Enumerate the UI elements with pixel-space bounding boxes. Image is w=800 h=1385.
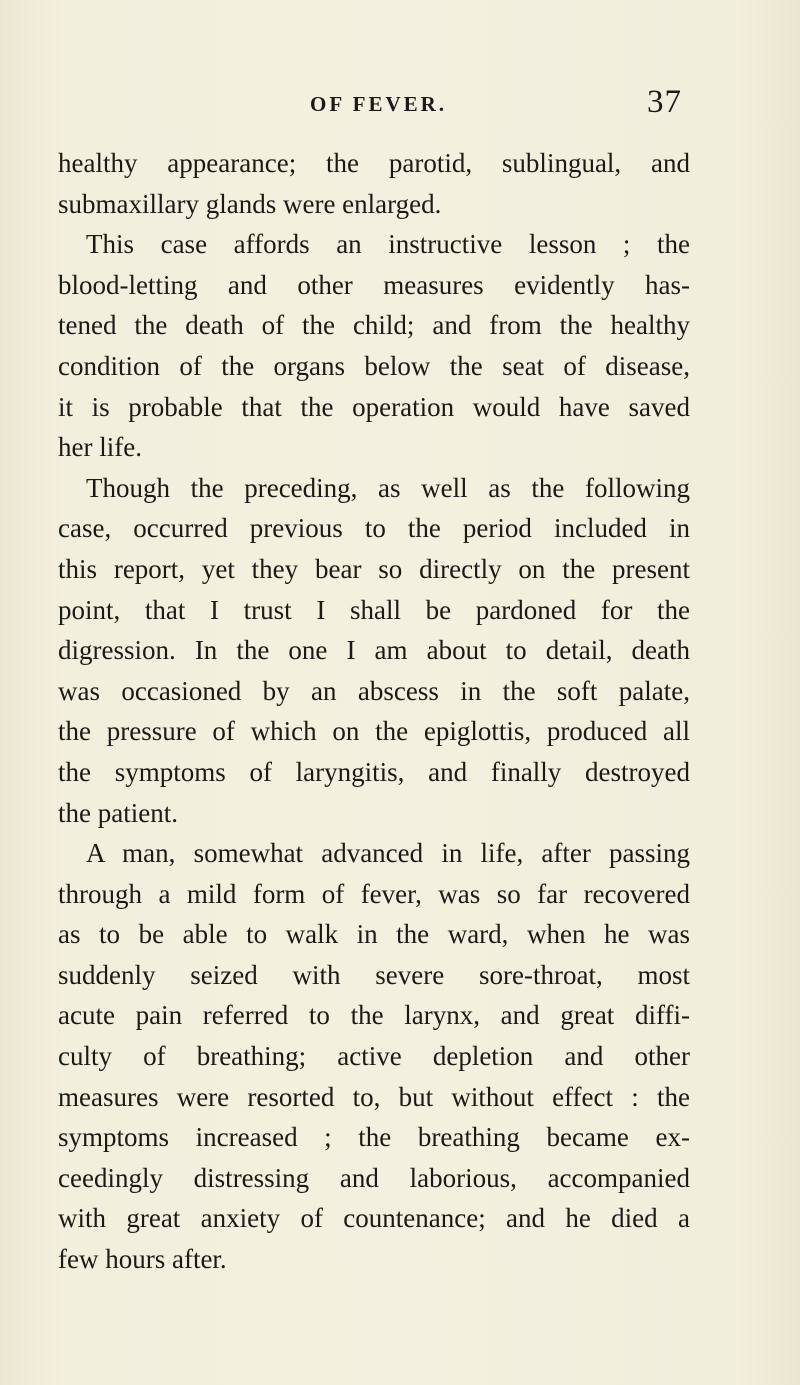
running-head: OF FEVER. [310,92,448,116]
text-line: suddenly seized with severe sore-throat, most [58,959,690,990]
text-line: few hours after. [58,1244,227,1275]
page-number: 37 [647,84,682,120]
text-line: the patient. [58,797,178,828]
text-line: her life. [58,432,142,463]
text-line: case, occurred previous to the period included in [58,513,690,544]
text-line: with great anxiety of countenance; and he died a [58,1203,690,1234]
text-line: this report, yet they bear so directly on the present [58,553,690,584]
text-line: through a mild form of fever, was so far recovered [58,878,690,909]
text-line: measures were resorted to, but without effect : the [58,1081,690,1112]
text-line: blood-letting and other measures evidently has- [58,269,690,300]
text-line: as to be able to walk in the ward, when he was [58,919,690,950]
text-line: culty of breathing; active depletion and other [58,1041,690,1072]
text-line: condition of the organs below the seat of disease, [58,350,690,381]
text-line: healthy appearance; the parotid, sublingual, and [58,148,690,178]
body-text [58,143,690,1280]
paragraph-start-line: This case affords an instructive lesson ; the [86,229,690,260]
text-line: the symptoms of laryngitis, and finally destroyed [58,756,690,787]
text-line: submaxillary glands were enlarged. [58,188,442,219]
paragraph-start-line: A man, somewhat advanced in life, after passing [86,838,690,869]
paragraph-start-line: Though the preceding, as well as the following [86,472,690,503]
text-line: digression. In the one I am about to detail, death [58,635,690,666]
text-line: ceedingly distressing and laborious, accompanied [58,1162,690,1193]
text-line: it is probable that the operation would have saved [58,391,690,422]
text-line: tened the death of the child; and from the healthy [58,310,690,341]
text-line: was occasioned by an abscess in the soft palate, [58,675,690,706]
text-line: acute pain referred to the larynx, and great diffi- [58,1000,690,1031]
text-line: the pressure of which on the epiglottis, produced all [58,716,690,747]
text-line: point, that I trust I shall be pardoned for the [58,594,690,625]
page-header [0,86,800,126]
text-line: symptoms increased ; the breathing became ex- [58,1122,690,1153]
